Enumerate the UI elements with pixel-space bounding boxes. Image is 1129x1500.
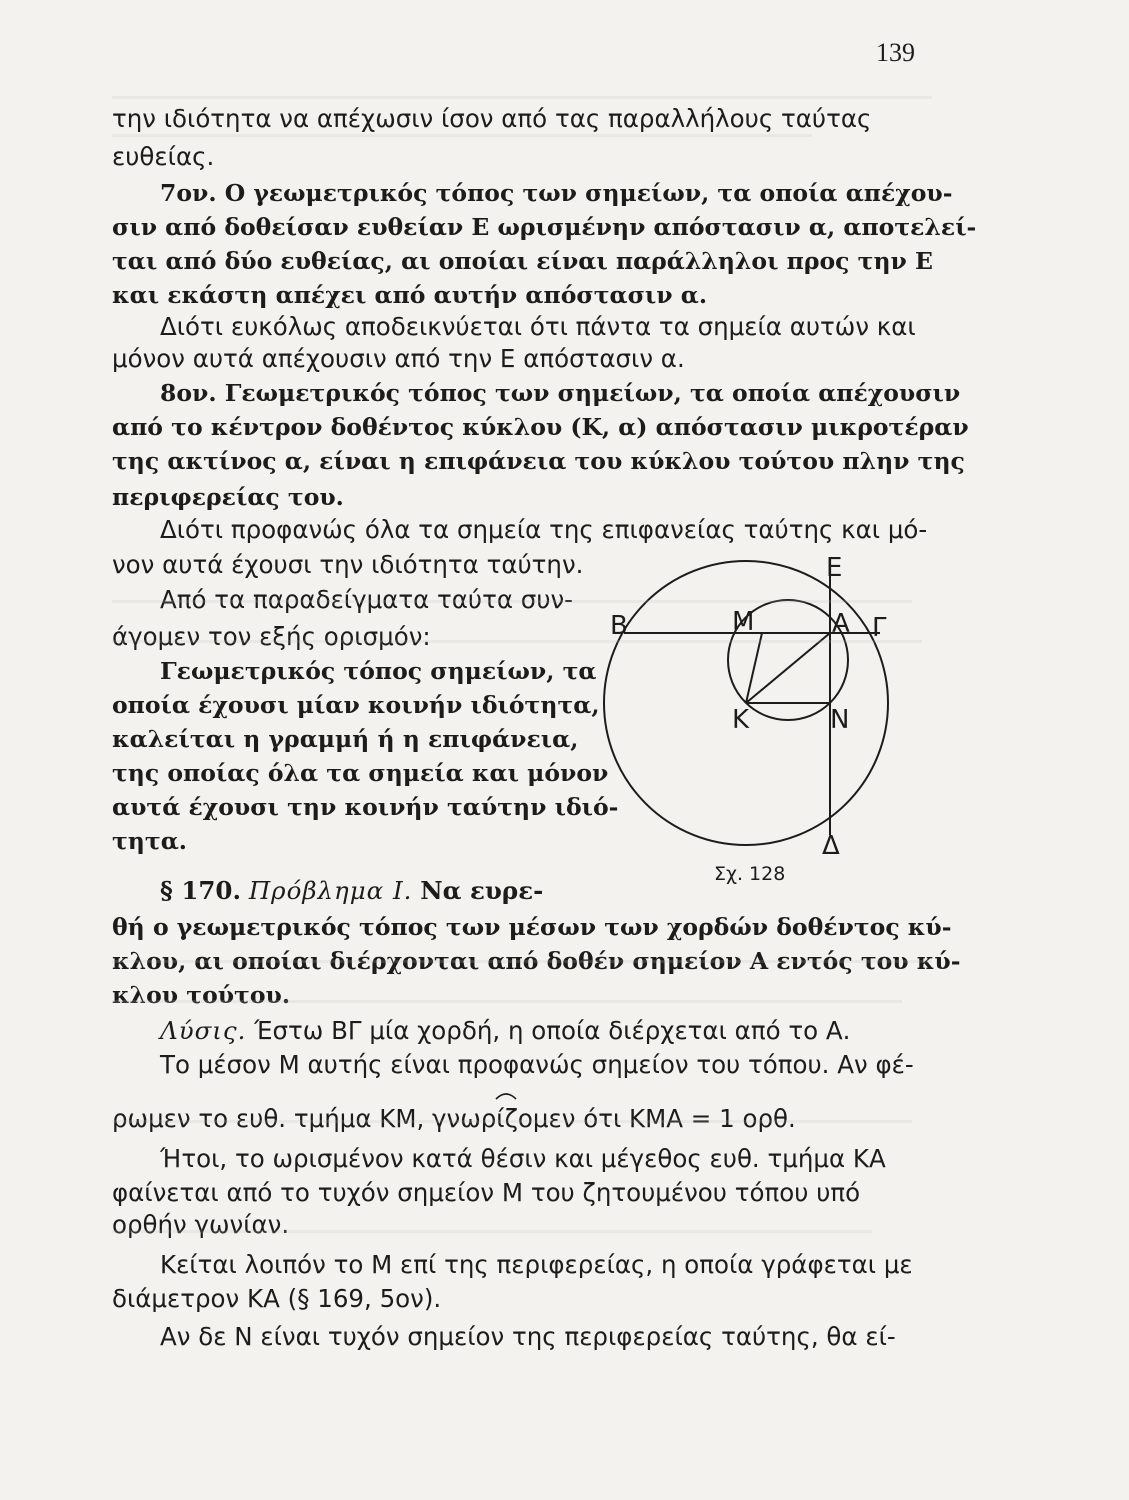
label-g: Γ xyxy=(872,613,887,643)
text-line: της ακτίνος α, είναι η επιφάνεια του κύκλου τούτου πλην της xyxy=(112,447,965,475)
angle-arc xyxy=(496,1094,516,1099)
text-line: Αν δε Ν είναι τυχόν σημείον της περιφερείας ταύτης, θα εί- xyxy=(160,1322,896,1351)
label-n: Ν xyxy=(830,705,850,735)
text-line: άγομεν τον εξής ορισμόν: xyxy=(112,622,431,651)
text-line: φαίνεται από το τυχόν σημείον Μ του ζητουμένου τόπου υπό xyxy=(112,1178,861,1207)
text-line: Διότι ευκόλως αποδεικνύεται ότι πάντα τα σημεία αυτών και xyxy=(160,312,916,341)
figure-128 xyxy=(600,555,920,890)
text-line: σιν από δοθείσαν ευθείαν Ε ωρισμένην απόστασιν α, αποτελεί- xyxy=(112,213,977,241)
label-e: Ε xyxy=(826,553,843,583)
text-line: ορθήν γωνίαν. xyxy=(112,1210,290,1239)
geometry-diagram xyxy=(600,555,920,890)
section-number: § 170. xyxy=(160,876,242,905)
text-line: Ήτοι, το ωρισμένον κατά θέσιν και μέγεθος ευθ. τμήμα ΚΑ xyxy=(160,1144,886,1173)
text-line: κλου, αι οποίαι διέρχονται από δοθέν σημείον Α εντός του κύ- xyxy=(112,947,961,975)
label-k: Κ xyxy=(732,705,750,735)
text-line: αυτά έχουσι την κοινήν ταύτην ιδιό- xyxy=(112,793,619,821)
label-a: Α xyxy=(832,609,850,639)
text-line: μόνον αυτά απέχουσιν από την Ε απόστασιν α. xyxy=(112,344,685,373)
problem-title: Πρόβλημα Ι. xyxy=(248,876,413,905)
text-line: διάμετρον ΚΑ (§ 169, 5ον). xyxy=(112,1284,442,1313)
text-line: την ιδιότητα να απέχωσιν ίσον από τας παραλλήλους ταύτας xyxy=(112,104,872,133)
text-line: και εκάστη απέχει από αυτήν απόστασιν α. xyxy=(112,281,708,309)
problem-statement-start: Να ευρε- xyxy=(420,876,544,905)
text-line: της οποίας όλα τα σημεία και μόνον xyxy=(112,759,609,787)
label-b: Β xyxy=(610,611,628,641)
text-line: νον αυτά έχουσι την ιδιότητα ταύτην. xyxy=(112,550,584,579)
text-line: από το κέντρον δοθέντος κύκλου (Κ, α) απόστασιν μικροτέραν xyxy=(112,413,969,441)
text-line: κλου τούτου. xyxy=(112,981,291,1009)
text-line: περιφερείας του. xyxy=(112,483,344,511)
text-line: ρωμεν το ευθ. τμήμα ΚΜ, γνωρίζομεν ότι ΚΜΑ = 1 ορθ. xyxy=(112,1104,796,1133)
solution-label: Λύσις. xyxy=(160,1016,247,1045)
text-line: ται από δύο ευθείας, αι οποίαι είναι παράλληλοι προς την Ε xyxy=(112,247,933,275)
text-line: Διότι προφανώς όλα τα σημεία της επιφανείας ταύτης και μό- xyxy=(160,515,928,544)
figure-caption: Σχ. 128 xyxy=(714,863,786,885)
text-line: οποία έχουσι μίαν κοινήν ιδιότητα, xyxy=(112,691,600,719)
page-number: 139 xyxy=(876,38,915,67)
text-line: θή ο γεωμετρικός τόπος των μέσων των χορδών δοθέντος κύ- xyxy=(112,913,952,941)
text-line: 7ον. Ο γεωμετρικός τόπος των σημείων, τα οποία απέχου- xyxy=(160,179,953,207)
text-line: καλείται η γραμμή ή η επιφάνεια, xyxy=(112,725,579,753)
text-line: Κείται λοιπόν το Μ επί της περιφερείας, η οποία γράφεται με xyxy=(160,1250,913,1279)
text-line: Το μέσον Μ αυτής είναι προφανώς σημείον του τόπου. Αν φέ- xyxy=(160,1050,914,1079)
label-m: Μ xyxy=(732,607,755,637)
text-line: Από τα παραδείγματα ταύτα συν- xyxy=(160,585,574,614)
solution-text: Έστω ΒΓ μία χορδή, η οποία διέρχεται από το Α. xyxy=(254,1016,851,1045)
text-line: ευθείας. xyxy=(112,142,215,171)
text-line: τητα. xyxy=(112,827,187,855)
text-line: 8ον. Γεωμετρικός τόπος των σημείων, τα οποία απέχουσιν xyxy=(160,379,961,407)
text-line: Γεωμετρικός τόπος σημείων, τα xyxy=(160,657,597,685)
label-d: Δ xyxy=(822,831,840,861)
